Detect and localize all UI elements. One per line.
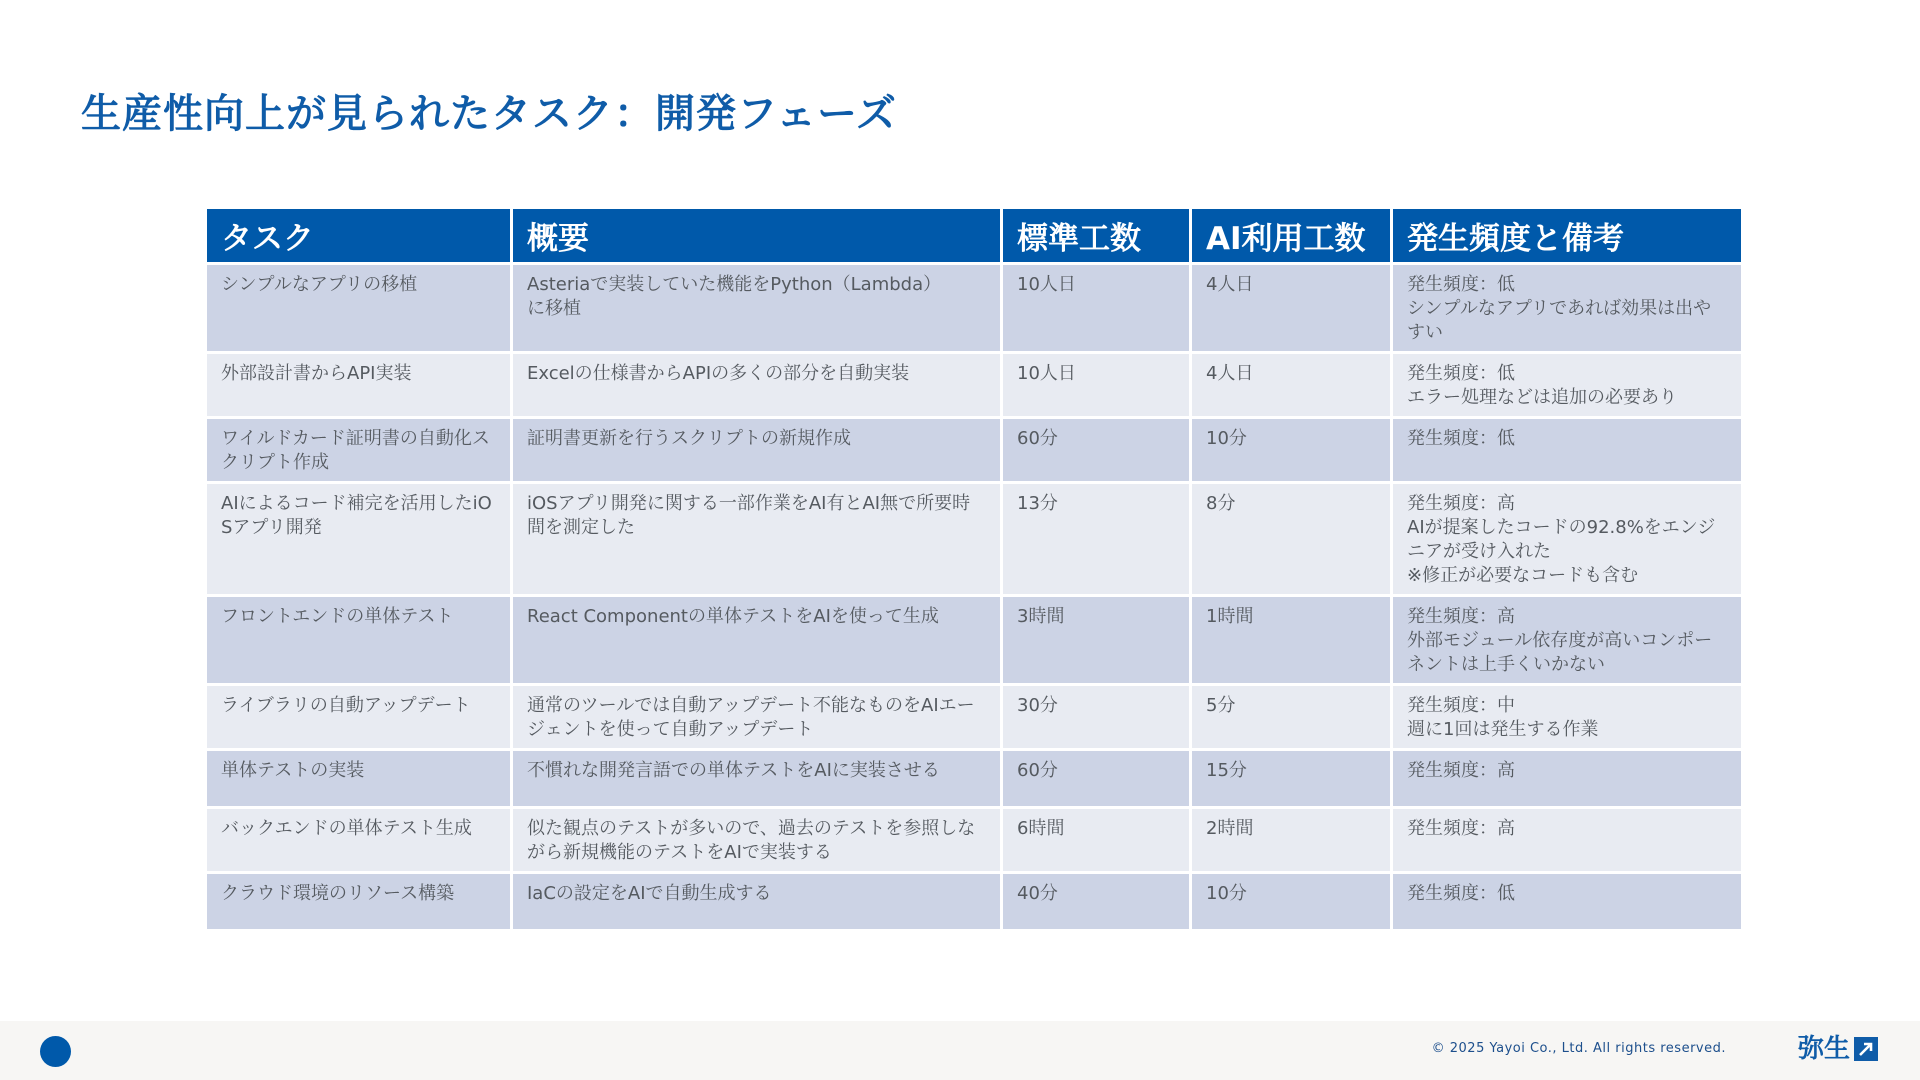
notes-cell: 発生頻度：中 週に1回は発生する作業 bbox=[1392, 685, 1743, 750]
ai-effort-cell: 4人日 bbox=[1191, 264, 1392, 353]
header-frequency-notes: 発生頻度と備考 bbox=[1392, 208, 1743, 264]
summary-cell: iOSアプリ開発に関する一部作業をAI有とAI無で所要時間を測定した bbox=[512, 483, 1002, 596]
standard-effort-cell: 13分 bbox=[1002, 483, 1191, 596]
ai-effort-cell: 10分 bbox=[1191, 418, 1392, 483]
table-row bbox=[206, 750, 1743, 808]
copyright-text: © 2025 Yayoi Co., Ltd. All rights reserved. bbox=[1431, 1041, 1726, 1056]
brand-logo-text: 弥生 bbox=[1797, 1034, 1850, 1064]
ai-effort-cell: 15分 bbox=[1191, 750, 1392, 808]
ai-effort-cell: 8分 bbox=[1191, 483, 1392, 596]
page-title: 生産性向上が見られたタスク：開発フェーズ bbox=[81, 91, 897, 137]
table-row bbox=[206, 483, 1743, 596]
summary-cell: 似た観点のテストが多いので、過去のテストを参照しながら新規機能のテストをAIで実装する bbox=[512, 808, 1002, 873]
summary-cell: React Componentの単体テストをAIを使って生成 bbox=[512, 596, 1002, 685]
header-ai-effort: AI利用工数 bbox=[1191, 208, 1392, 264]
standard-effort-cell: 10人日 bbox=[1002, 264, 1191, 353]
summary-cell: 不慣れな開発言語での単体テストをAIに実装させる bbox=[512, 750, 1002, 808]
ai-effort-cell: 5分 bbox=[1191, 685, 1392, 750]
notes-cell: 発生頻度：低 シンプルなアプリであれば効果は出やすい bbox=[1392, 264, 1743, 353]
notes-cell: 発生頻度：高 AIが提案したコードの92.8%をエンジニアが受け入れた ※修正が必要なコードも含む bbox=[1392, 483, 1743, 596]
standard-effort-cell: 6時間 bbox=[1002, 808, 1191, 873]
standard-effort-cell: 40分 bbox=[1002, 873, 1191, 931]
arrow-logo-icon bbox=[1854, 1037, 1878, 1061]
table-row bbox=[206, 418, 1743, 483]
header-summary: 概要 bbox=[512, 208, 1002, 264]
table-header-row bbox=[206, 208, 1743, 264]
task-table bbox=[204, 206, 1744, 932]
notes-cell: 発生頻度：低 bbox=[1392, 418, 1743, 483]
task-cell: 外部設計書からAPI実装 bbox=[206, 353, 512, 418]
task-cell: バックエンドの単体テスト生成 bbox=[206, 808, 512, 873]
ai-effort-cell: 4人日 bbox=[1191, 353, 1392, 418]
summary-cell: 通常のツールでは自動アップデート不能なものをAIエージェントを使って自動アップデート bbox=[512, 685, 1002, 750]
summary-cell: IaCの設定をAIで自動生成する bbox=[512, 873, 1002, 931]
standard-effort-cell: 30分 bbox=[1002, 685, 1191, 750]
table-row bbox=[206, 353, 1743, 418]
task-cell: 単体テストの実装 bbox=[206, 750, 512, 808]
ai-effort-cell: 1時間 bbox=[1191, 596, 1392, 685]
summary-cell: Excelの仕様書からAPIの多くの部分を自動実装 bbox=[512, 353, 1002, 418]
header-task: タスク bbox=[206, 208, 512, 264]
table-row bbox=[206, 808, 1743, 873]
table-row bbox=[206, 873, 1743, 931]
notes-cell: 発生頻度：低 bbox=[1392, 873, 1743, 931]
standard-effort-cell: 3時間 bbox=[1002, 596, 1191, 685]
footer-bar bbox=[0, 1021, 1920, 1080]
task-cell: シンプルなアプリの移植 bbox=[206, 264, 512, 353]
table-row bbox=[206, 264, 1743, 353]
standard-effort-cell: 60分 bbox=[1002, 418, 1191, 483]
footer-dot-icon bbox=[40, 1036, 71, 1067]
ai-effort-cell: 10分 bbox=[1191, 873, 1392, 931]
notes-cell: 発生頻度：高 bbox=[1392, 808, 1743, 873]
standard-effort-cell: 60分 bbox=[1002, 750, 1191, 808]
table-row bbox=[206, 685, 1743, 750]
ai-effort-cell: 2時間 bbox=[1191, 808, 1392, 873]
notes-cell: 発生頻度：高 外部モジュール依存度が高いコンポーネントは上手くいかない bbox=[1392, 596, 1743, 685]
brand-logo bbox=[1798, 1034, 1878, 1064]
standard-effort-cell: 10人日 bbox=[1002, 353, 1191, 418]
task-cell: ライブラリの自動アップデート bbox=[206, 685, 512, 750]
task-cell: AIによるコード補完を活用したiOSアプリ開発 bbox=[206, 483, 512, 596]
table-row bbox=[206, 596, 1743, 685]
summary-cell: 証明書更新を行うスクリプトの新規作成 bbox=[512, 418, 1002, 483]
summary-cell: Asteriaで実装していた機能をPython（Lambda） に移植 bbox=[512, 264, 1002, 353]
task-cell: ワイルドカード証明書の自動化スクリプト作成 bbox=[206, 418, 512, 483]
header-standard-effort: 標準工数 bbox=[1002, 208, 1191, 264]
task-cell: クラウド環境のリソース構築 bbox=[206, 873, 512, 931]
notes-cell: 発生頻度：高 bbox=[1392, 750, 1743, 808]
notes-cell: 発生頻度：低 エラー処理などは追加の必要あり bbox=[1392, 353, 1743, 418]
task-cell: フロントエンドの単体テスト bbox=[206, 596, 512, 685]
